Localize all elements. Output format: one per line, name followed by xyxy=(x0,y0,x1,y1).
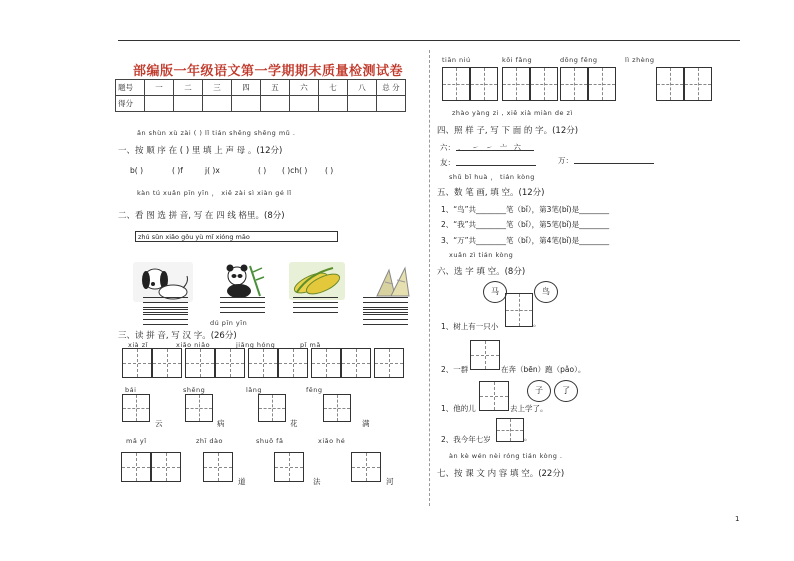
writing-grid-box[interactable] xyxy=(215,348,245,378)
writing-grid-box[interactable] xyxy=(442,67,470,101)
s3-row1-pinyin: pǐ mǎ xyxy=(300,341,321,349)
option-char-circle: 鸟 xyxy=(534,281,558,303)
s3-given-char: 满 xyxy=(362,419,370,428)
writing-grid-box[interactable] xyxy=(311,348,341,378)
writing-grid-box[interactable] xyxy=(122,394,150,422)
puppy-image xyxy=(133,262,193,302)
score-header-cell: 总 分 xyxy=(377,80,406,96)
score-cell[interactable] xyxy=(145,96,174,112)
score-cell[interactable] xyxy=(377,96,406,112)
s6-pinyin: xuǎn zì tián kòng xyxy=(449,251,514,259)
score-header-cell: 七 xyxy=(319,80,348,96)
writing-grid-box[interactable] xyxy=(151,452,181,482)
top-pinyin: dōng fēng xyxy=(560,56,598,64)
score-cell[interactable] xyxy=(348,96,377,112)
s1-item: ( )ch( ) xyxy=(282,166,308,175)
page-number: 1 xyxy=(735,515,740,523)
s6-sentence: 在奔（bēn）跑（pǎo）。 xyxy=(501,365,586,374)
s3-row1-pinyin: jiǎng hóng xyxy=(236,341,276,349)
s1-item: j( )x xyxy=(205,166,220,175)
s5-item: 3、“万”共________笔（bǐ），第4笔(bǐ)是________ xyxy=(441,236,610,245)
period: 。 xyxy=(533,319,541,328)
corn-image xyxy=(289,262,345,300)
s3-given-char: 云 xyxy=(155,419,163,428)
writing-grid-box[interactable] xyxy=(530,67,558,101)
s3-row1-pinyin: xiǎo niǎo xyxy=(176,341,211,349)
s2-pinyin: kàn tú xuǎn pīn yīn ， xiě zài sì xiàn gé lǐ xyxy=(137,189,292,197)
intro-pinyin: ǎn shùn xù zài ( ) lǐ tián shēng shēng mǔ . xyxy=(137,129,296,137)
score-cell[interactable] xyxy=(261,96,290,112)
writing-grid-box[interactable] xyxy=(278,348,308,378)
writing-grid-box[interactable] xyxy=(656,67,684,101)
section-6-title: 六、选 字 填 空。(8分) xyxy=(437,267,526,277)
writing-grid-box[interactable] xyxy=(470,67,498,101)
score-cell[interactable] xyxy=(290,96,319,112)
writing-grid-box[interactable] xyxy=(470,340,500,370)
section-1-title: 一、按 顺 序 在 ( ) 里 填 上 声 母 。(12分) xyxy=(118,146,283,156)
s6-sentence: 2、一群 xyxy=(441,365,469,374)
writing-grid-box[interactable] xyxy=(323,394,351,422)
writing-grid-box[interactable] xyxy=(374,348,404,378)
writing-grid-box[interactable] xyxy=(341,348,371,378)
s3-given-char: 河 xyxy=(386,477,394,486)
option-char-circle: 马 xyxy=(483,281,507,303)
top-pinyin: kōi fǎng xyxy=(502,56,533,64)
writing-grid-box[interactable] xyxy=(502,67,530,101)
s1-item: b( ) xyxy=(130,166,143,175)
score-header-cell: 六 xyxy=(290,80,319,96)
s3-given-char: 病 xyxy=(217,419,225,428)
answer-grid[interactable] xyxy=(363,309,408,325)
writing-grid-box[interactable] xyxy=(496,418,524,442)
answer-grid[interactable] xyxy=(143,309,188,325)
score-header-cell: 三 xyxy=(203,80,232,96)
writing-grid-box[interactable] xyxy=(152,348,182,378)
s3-given-char: 法 xyxy=(313,477,321,486)
s3-row2-pinyin: fēng xyxy=(306,386,323,394)
top-pinyin: lì zhèng xyxy=(625,56,655,64)
score-table xyxy=(115,79,406,112)
s3-given-char: 花 xyxy=(290,419,298,428)
score-row-label: 得分 xyxy=(116,96,145,112)
s3-row3-pinyin: mǎ yǐ xyxy=(126,437,147,445)
top-pinyin: tiān niú xyxy=(442,56,471,64)
writing-grid-box[interactable] xyxy=(560,67,588,101)
answer-line[interactable] xyxy=(456,150,534,151)
s3-row3-pinyin: xiǎo hé xyxy=(318,437,346,445)
score-cell[interactable] xyxy=(174,96,203,112)
top-rule xyxy=(118,40,740,41)
s3-row3-pinyin: shuō fǎ xyxy=(256,437,284,445)
pinyin-options-box: zhú sǔn xiǎo gǒu yù mǐ xióng māo xyxy=(135,231,338,242)
s3-row2-pinyin: lǎng xyxy=(246,386,263,394)
section-7-title: 七、按 课 文 内 容 填 空。(22分) xyxy=(437,469,565,479)
s5-pinyin: shǔ bǐ huà ， tián kòng xyxy=(449,173,535,181)
writing-grid-box[interactable] xyxy=(121,452,151,482)
option-char-circle: 子 xyxy=(527,380,551,402)
score-header-cell: 二 xyxy=(174,80,203,96)
s3-row1-pinyin: xià zǐ xyxy=(128,341,148,349)
s4-example-strokes: 、 ㇀ ㇀ 亠 六 xyxy=(458,143,524,152)
answer-grid[interactable] xyxy=(220,297,265,313)
writing-grid-box[interactable] xyxy=(258,394,286,422)
s1-item: ( ) xyxy=(325,166,334,175)
s6-sentence: 2、我今年七岁 xyxy=(441,435,491,444)
section-5-title: 五、数 笔 画, 填 空。(12分) xyxy=(437,188,545,198)
s3-row3-pinyin: zhī dào xyxy=(196,437,223,445)
writing-grid-box[interactable] xyxy=(505,293,533,327)
s5-item: 2、“我”共________笔（bǐ），第5笔(bǐ)是________ xyxy=(441,220,610,229)
s5-item: 1、“鸟”共________笔（bǐ），第3笔(bǐ)是________ xyxy=(441,205,610,214)
score-header-cell: 八 xyxy=(348,80,377,96)
score-header-cell: 题号 xyxy=(116,80,145,96)
writing-grid-box[interactable] xyxy=(185,348,215,378)
s3-row2-pinyin: shēng xyxy=(183,386,206,394)
writing-grid-box[interactable] xyxy=(203,452,233,482)
section-4-title: 四、照 样 子, 写 下 面 的 字。(12分) xyxy=(437,126,579,136)
s4-pinyin: zhào yàng zi , xiě xià miàn de zì xyxy=(452,109,573,117)
bamboo-shoot-image xyxy=(367,262,417,300)
answer-grid[interactable] xyxy=(293,297,338,313)
score-header-cell: 四 xyxy=(232,80,261,96)
writing-grid-box[interactable] xyxy=(588,67,616,101)
column-divider xyxy=(429,50,430,506)
s7-pinyin: àn kè wén nèi róng tián kòng . xyxy=(449,452,563,460)
s3-given-char: 道 xyxy=(238,477,246,486)
s4-example-char: 六： xyxy=(440,143,455,152)
s6-sentence: 去上学了。 xyxy=(510,404,548,413)
panda-image xyxy=(220,262,268,300)
s4-item-char: 友： xyxy=(440,158,455,167)
s6-sentence: 1、他的儿 xyxy=(441,404,476,413)
score-header-cell: 五 xyxy=(261,80,290,96)
answer-line[interactable] xyxy=(574,163,654,164)
score-cell[interactable] xyxy=(319,96,348,112)
writing-grid-box[interactable] xyxy=(185,394,213,422)
s1-item: ( )f xyxy=(172,166,183,175)
writing-grid-box[interactable] xyxy=(684,67,712,101)
writing-grid-box[interactable] xyxy=(351,452,381,482)
option-char-circle: 了 xyxy=(554,380,578,402)
period: 。 xyxy=(524,433,532,442)
section-3-title: 三、读 拼 音, 写 汉 字。(26分) xyxy=(118,331,237,341)
writing-grid-box[interactable] xyxy=(248,348,278,378)
answer-line[interactable] xyxy=(456,165,536,166)
section-2-title: 二、看 图 选 拼 音, 写 在 四 线 格里。(8分) xyxy=(118,211,285,221)
s3-row2-pinyin: bái xyxy=(125,386,137,394)
s6-sentence: 1、树上有一只小 xyxy=(441,322,499,331)
writing-grid-box[interactable] xyxy=(274,452,304,482)
score-cell[interactable] xyxy=(203,96,232,112)
score-cell[interactable] xyxy=(232,96,261,112)
s4-item-char: 万： xyxy=(558,156,573,165)
s1-item: ( ) xyxy=(258,166,267,175)
s3-pinyin: dú pīn yīn xyxy=(210,319,248,327)
page-title: 部编版一年级语文第一学期期末质量检测试卷 xyxy=(133,64,404,79)
score-header-cell: 一 xyxy=(145,80,174,96)
writing-grid-box[interactable] xyxy=(479,381,509,411)
writing-grid-box[interactable] xyxy=(122,348,152,378)
